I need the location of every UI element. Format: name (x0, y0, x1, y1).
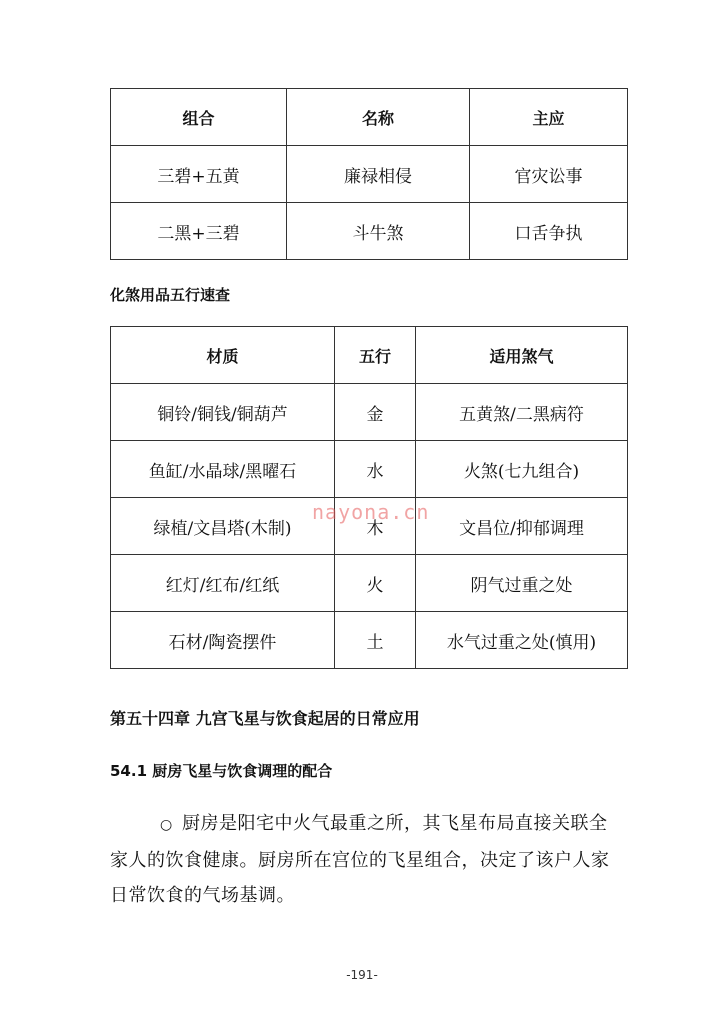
table-cell: 铜铃/铜钱/铜葫芦 (111, 384, 335, 441)
table-cell: 木 (335, 498, 416, 555)
five-elements-table (110, 326, 628, 669)
paragraph-text: 厨房是阳宅中火气最重之所，其飞星布局直接关联全家人的饮食健康。厨房所在宫位的飞星组合，决定了该户人家日常饮食的气场基调。 (110, 813, 610, 906)
subheading: 化煞用品五行速查 (110, 286, 231, 304)
table-cell: 水气过重之处(慎用) (416, 612, 628, 669)
table-row (111, 555, 628, 612)
section-title: 54.1 厨房飞星与饮食调理的配合 (110, 762, 333, 780)
table-cell: 官灾讼事 (470, 146, 628, 203)
header-cell: 名称 (287, 89, 470, 146)
table-cell: 二黑+三碧 (111, 203, 287, 260)
table-row (111, 203, 628, 260)
table-cell: 文昌位/抑郁调理 (416, 498, 628, 555)
table-cell: 斗牛煞 (287, 203, 470, 260)
combination-table (110, 88, 628, 260)
table-cell: 鱼缸/水晶球/黑曜石 (111, 441, 335, 498)
header-cell: 主应 (470, 89, 628, 146)
table-cell: 廉禄相侵 (287, 146, 470, 203)
header-cell: 适用煞气 (416, 327, 628, 384)
table-row (111, 612, 628, 669)
table-cell: 火 (335, 555, 416, 612)
table-header-row (111, 89, 628, 146)
table-row (111, 146, 628, 203)
table-cell: 五黄煞/二黑病符 (416, 384, 628, 441)
bullet-icon: ○ (160, 817, 173, 833)
table-row (111, 384, 628, 441)
page-number: -191- (346, 968, 378, 982)
table-cell: 绿植/文昌塔(木制) (111, 498, 335, 555)
table-cell: 阴气过重之处 (416, 555, 628, 612)
table-cell: 石材/陶瓷摆件 (111, 612, 335, 669)
header-cell: 五行 (335, 327, 416, 384)
watermark: nayona.cn (312, 500, 430, 524)
table-cell: 口舌争执 (470, 203, 628, 260)
table-cell: 火煞(七九组合) (416, 441, 628, 498)
table-header-row (111, 327, 628, 384)
table-cell: 红灯/红布/红纸 (111, 555, 335, 612)
table-cell: 金 (335, 384, 416, 441)
body-paragraph (110, 806, 625, 913)
table-row (111, 441, 628, 498)
header-cell: 组合 (111, 89, 287, 146)
table-cell: 三碧+五黄 (111, 146, 287, 203)
table-cell: 水 (335, 441, 416, 498)
header-cell: 材质 (111, 327, 335, 384)
table-cell: 土 (335, 612, 416, 669)
chapter-title: 第五十四章 九宫飞星与饮食起居的日常应用 (110, 709, 420, 728)
